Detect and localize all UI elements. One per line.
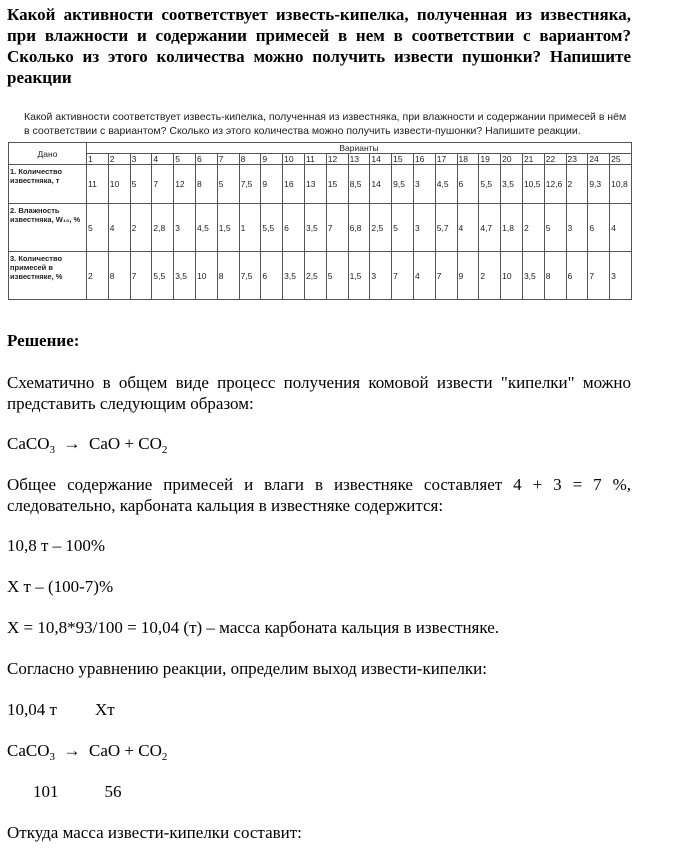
table-cell: 5,5 [152, 252, 174, 300]
table-cell: 7,5 [239, 165, 261, 204]
table-cell: 6,8 [348, 204, 370, 252]
table-cell: 4 [108, 204, 130, 252]
table-cell: 2 [479, 252, 501, 300]
variant-number: 11 [304, 154, 326, 165]
table-cell: 3 [413, 165, 435, 204]
variant-number: 21 [522, 154, 544, 165]
solution-paragraph-4: Откуда масса извести-кипелки составит: [7, 823, 302, 842]
variant-number: 7 [217, 154, 239, 165]
variant-number: 13 [348, 154, 370, 165]
table-cell: 12 [174, 165, 196, 204]
table-cell: 3,5 [522, 252, 544, 300]
table-cell: 6 [457, 165, 479, 204]
table-cell: 5 [326, 252, 348, 300]
variant-number: 10 [283, 154, 305, 165]
variant-number: 23 [566, 154, 588, 165]
row-label: 2. Влажность известняка, W₁₀, % [9, 204, 87, 252]
table-cell: 4,7 [479, 204, 501, 252]
table-cell: 2,8 [152, 204, 174, 252]
table-cell: 4 [413, 252, 435, 300]
variant-number: 25 [610, 154, 632, 165]
table-cell: 8,5 [348, 165, 370, 204]
variant-number: 1 [87, 154, 109, 165]
table-cell: 8 [108, 252, 130, 300]
table-cell: 7 [588, 252, 610, 300]
solution-paragraph-2: Общее содержание примесей и влаги в известняке составляет 4 + 3 = 7 %, следовательно, карбоната кальция в известняке содержится: [7, 475, 631, 515]
table-cell: 8 [195, 165, 217, 204]
table-cell: 12,6 [544, 165, 566, 204]
variant-number: 18 [457, 154, 479, 165]
table-cell: 5,7 [435, 204, 457, 252]
table-cell: 10,5 [522, 165, 544, 204]
reaction-equation-2: CaCO$_3$ → CaO + $CO_2$ [7, 741, 168, 763]
table-cell: 10 [108, 165, 130, 204]
table-cell: 3 [610, 252, 632, 300]
table-cell: 6 [261, 252, 283, 300]
row-label: 1. Количество известняка, т [9, 165, 87, 204]
variant-number: 2 [108, 154, 130, 165]
header-variants: Варианты [87, 143, 632, 154]
table-cell: 2 [130, 204, 152, 252]
reaction-values-top: 10,04 т Хт [7, 700, 115, 719]
calculation-line: Х = 10,8*93/100 = 10,04 (т) – масса карбоната кальция в известняке. [7, 618, 499, 637]
row-label: 3. Количество примесей в известняке, % [9, 252, 87, 300]
table-cell: 9,5 [392, 165, 414, 204]
table-cell: 7 [392, 252, 414, 300]
table-cell: 14 [370, 165, 392, 204]
table-cell: 4,5 [195, 204, 217, 252]
header-given: Дано [9, 143, 87, 165]
solution-paragraph-1: Схематично в общем виде процесс получения комовой извести "кипелки" можно представить следующим образом: [7, 373, 631, 413]
variant-number: 5 [174, 154, 196, 165]
variant-number: 24 [588, 154, 610, 165]
table-cell: 13 [304, 165, 326, 204]
variant-number: 22 [544, 154, 566, 165]
proportion-line-2: Х т – (100-7)% [7, 577, 114, 596]
table-cell: 2,5 [304, 252, 326, 300]
table-cell: 5 [544, 204, 566, 252]
variant-number: 20 [501, 154, 523, 165]
table-cell: 7 [152, 165, 174, 204]
table-cell: 2 [87, 252, 109, 300]
reaction-molar-masses: 101 56 [33, 782, 122, 801]
table-cell: 5 [217, 165, 239, 204]
variant-number: 9 [261, 154, 283, 165]
table-cell: 7 [326, 204, 348, 252]
table-cell: 5 [87, 204, 109, 252]
table-cell: 5 [392, 204, 414, 252]
question-text: Какой активности соответствует известь-кипелка, полученная из известняка, при влажности и содержании примесей в нем в соответствии с вариантом? Сколько из этого количества можно получить извести пушонки? Напишите реакции [7, 5, 631, 87]
table-cell: 15 [326, 165, 348, 204]
table-cell: 10 [195, 252, 217, 300]
table-cell: 6 [566, 252, 588, 300]
table-cell: 1,5 [217, 204, 239, 252]
variant-number: 3 [130, 154, 152, 165]
variant-number: 12 [326, 154, 348, 165]
reaction-equation-1: CaCO$_3$ → CaO + $CO_2$ [7, 434, 168, 456]
solution-paragraph-3: Согласно уравнению реакции, определим выход извести-кипелки: [7, 659, 488, 678]
table-cell: 3 [566, 204, 588, 252]
table-cell: 3,5 [501, 165, 523, 204]
table-cell: 7,5 [239, 252, 261, 300]
variant-number: 8 [239, 154, 261, 165]
table-cell: 6 [588, 204, 610, 252]
table-cell: 16 [283, 165, 305, 204]
table-cell: 2,5 [370, 204, 392, 252]
table-cell: 9,3 [588, 165, 610, 204]
variant-number: 15 [392, 154, 414, 165]
table-cell: 5 [130, 165, 152, 204]
variant-number: 16 [413, 154, 435, 165]
table-cell: 3,5 [174, 252, 196, 300]
variant-number: 19 [479, 154, 501, 165]
table-cell: 1,8 [501, 204, 523, 252]
table-cell: 6 [283, 204, 305, 252]
table-cell: 5,5 [479, 165, 501, 204]
table-cell: 7 [130, 252, 152, 300]
variant-number: 4 [152, 154, 174, 165]
table-cell: 3 [370, 252, 392, 300]
table-cell: 2 [522, 204, 544, 252]
table-cell: 8 [217, 252, 239, 300]
table-cell: 5,5 [261, 204, 283, 252]
scan-task-text: Какой активности соответствует известь-кипелка, полученная из известняка, при влажности и содержании примесей в нём в соответствии с вариантом? Сколько из этого количества можно получить извести-пушонки? Напишите реакции. [24, 111, 627, 137]
variants-table [8, 142, 632, 300]
table-cell: 2 [566, 165, 588, 204]
table-cell: 10,8 [610, 165, 632, 204]
table-cell: 8 [544, 252, 566, 300]
table-cell: 3 [413, 204, 435, 252]
table-cell: 4,5 [435, 165, 457, 204]
table-cell: 7 [435, 252, 457, 300]
table-cell: 4 [457, 204, 479, 252]
table-cell: 4 [610, 204, 632, 252]
variant-number: 17 [435, 154, 457, 165]
table-cell: 9 [261, 165, 283, 204]
solution-heading: Решение: [7, 331, 80, 350]
variant-number: 14 [370, 154, 392, 165]
table-cell: 11 [87, 165, 109, 204]
table-cell: 3,5 [304, 204, 326, 252]
table-cell: 3,5 [283, 252, 305, 300]
table-cell: 9 [457, 252, 479, 300]
proportion-line-1: 10,8 т – 100% [7, 536, 106, 555]
table-cell: 1,5 [348, 252, 370, 300]
table-cell: 3 [174, 204, 196, 252]
variant-number: 6 [195, 154, 217, 165]
table-cell: 10 [501, 252, 523, 300]
table-cell: 1 [239, 204, 261, 252]
